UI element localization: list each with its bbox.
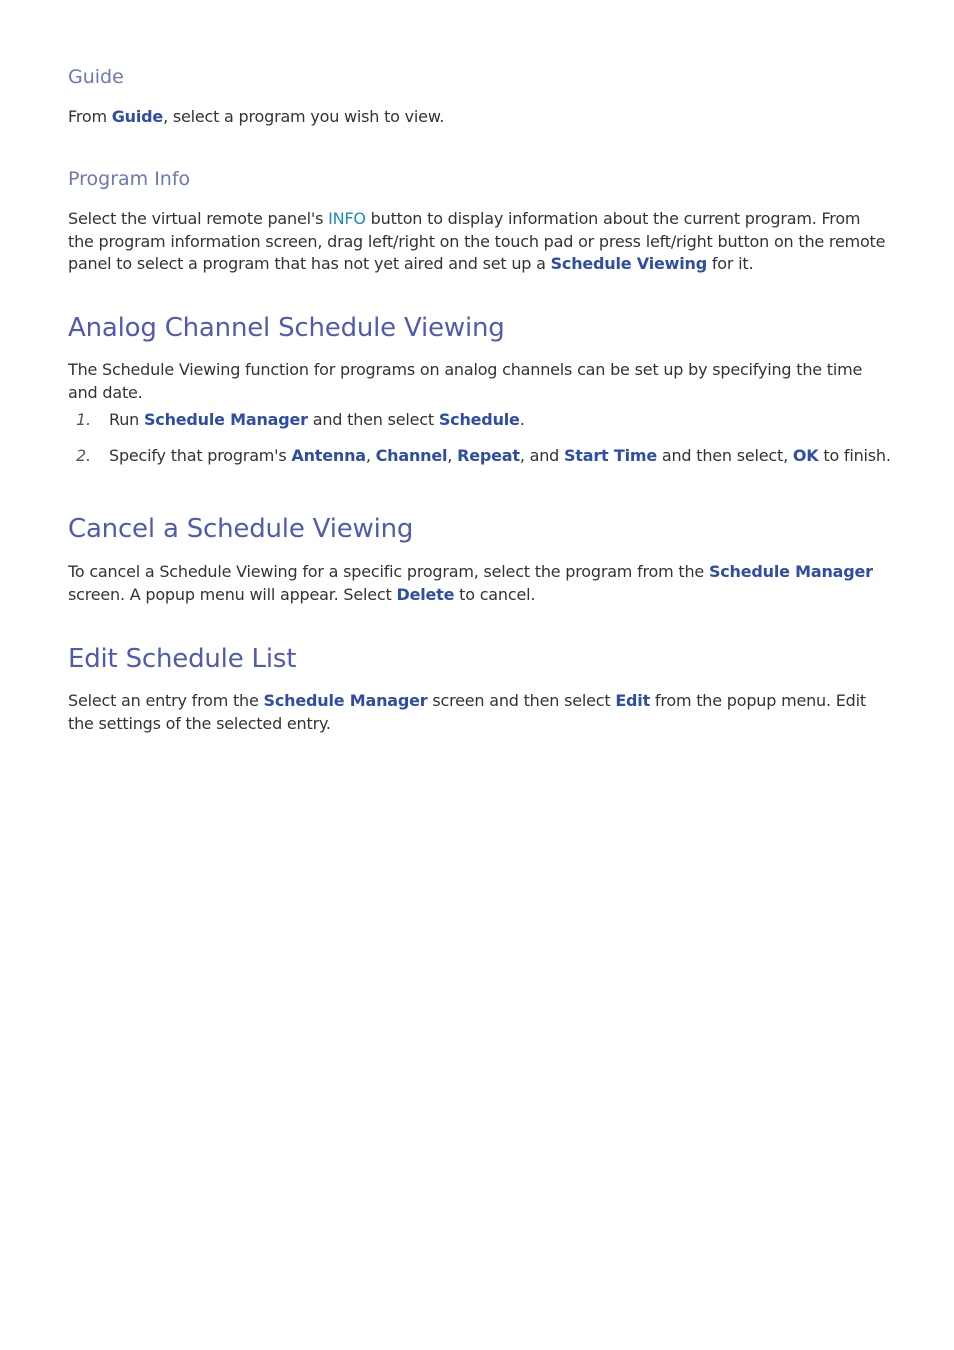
text-run: for it.	[706, 254, 754, 273]
analog-section	[68, 313, 888, 343]
step-number: 2.	[76, 446, 91, 465]
cancel-paragraph	[68, 561, 888, 606]
ui-term: Schedule Viewing	[550, 254, 707, 273]
ui-term: Schedule Manager	[708, 562, 873, 581]
text-run: and then select,	[657, 446, 793, 465]
program-info-paragraph	[68, 208, 888, 276]
text-run: ,	[447, 446, 458, 465]
edit-paragraph	[68, 690, 888, 735]
text-run: and then select	[307, 410, 439, 429]
program-info-section	[68, 168, 888, 190]
ui-term: Schedule Manager	[263, 691, 428, 710]
text-run: Select the virtual remote panel's	[68, 209, 329, 228]
ui-term: OK	[792, 446, 819, 465]
cancel-heading: Cancel a Schedule Viewing	[68, 514, 414, 544]
text-run: , and	[519, 446, 564, 465]
text-run: button to display information about the current program. From the program information screen, drag left/right on the touch pad or press left/right button on the remote panel to select a program that has not yet aired and set up a	[68, 209, 886, 273]
text-run: screen. A popup menu will appear. Select	[68, 584, 397, 604]
ui-term: Repeat	[457, 446, 520, 465]
ui-term: Guide	[111, 107, 164, 126]
edit-paragraph-block	[68, 690, 888, 735]
edit-section	[68, 644, 888, 674]
ui-term: Channel	[375, 446, 448, 465]
text-run: to cancel.	[454, 584, 536, 604]
text-run: To cancel a Schedule Viewing for a specific program, select the program from the	[68, 562, 709, 581]
text-run: Specify that program's	[109, 446, 292, 465]
analog-heading: Analog Channel Schedule Viewing	[68, 313, 505, 343]
step-text	[109, 445, 899, 467]
edit-heading: Edit Schedule List	[68, 644, 297, 674]
cancel-paragraph-block	[68, 561, 888, 606]
guide-paragraph-block	[68, 106, 888, 129]
text-run: From	[68, 107, 112, 126]
ui-term: Schedule	[438, 410, 520, 429]
text-run: from the popup menu. Edit the settings of the selected entry.	[68, 691, 866, 733]
analog-paragraph	[68, 359, 888, 404]
ui-term: Edit	[615, 691, 651, 710]
text-run: , select a program you wish to view.	[163, 107, 445, 126]
ui-term: Delete	[396, 584, 455, 604]
text-run: The Schedule Viewing function for programs on analog channels can be set up by specifying the time and date.	[68, 360, 863, 402]
guide-section	[68, 66, 888, 88]
program-info-heading: Program Info	[68, 168, 191, 190]
text-run: Run	[109, 410, 144, 429]
ui-term: Antenna	[291, 446, 366, 465]
program-info-paragraph-block	[68, 208, 888, 276]
text-run: screen and then select	[427, 691, 616, 710]
ui-term: Schedule Manager	[143, 410, 308, 429]
guide-heading: Guide	[68, 66, 124, 88]
step-text	[109, 409, 899, 431]
step-number: 1.	[76, 410, 91, 429]
text-run: ,	[365, 446, 376, 465]
ui-term: Start Time	[563, 446, 657, 465]
analog-paragraph-block	[68, 359, 888, 404]
cancel-section	[68, 514, 888, 544]
guide-paragraph	[68, 106, 888, 129]
text-run: .	[519, 410, 525, 429]
ui-term: INFO	[328, 209, 366, 228]
text-run: Select an entry from the	[68, 691, 264, 710]
text-run: to finish.	[818, 446, 891, 465]
